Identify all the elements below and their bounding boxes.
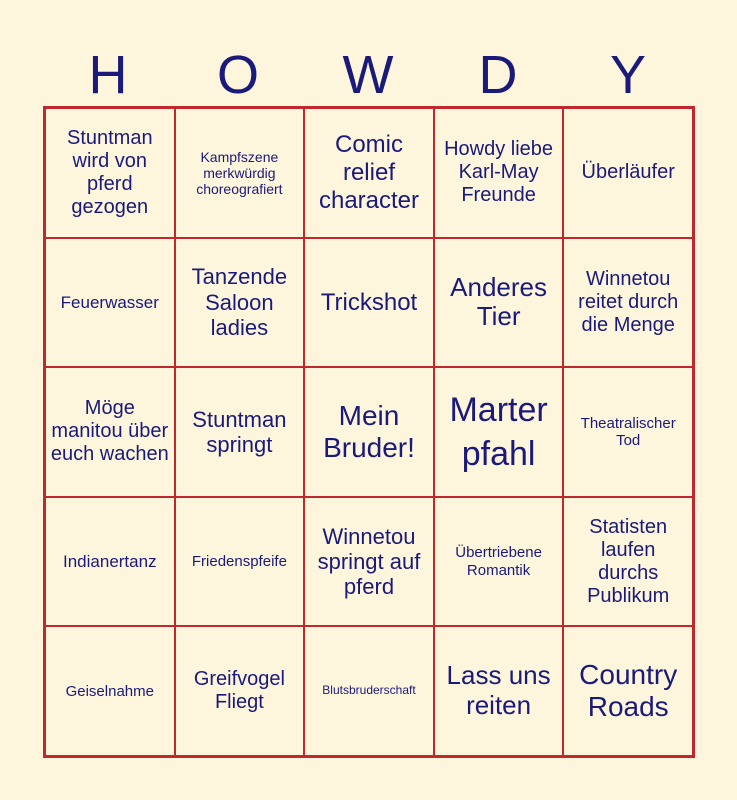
header-letter-d: D: [478, 45, 518, 105]
bingo-cell[interactable]: Marter pfahl: [434, 367, 564, 497]
bingo-cell[interactable]: Friedenspfeife: [175, 497, 305, 627]
bingo-cell[interactable]: Kampfszene merkwürdig choreografiert: [175, 108, 305, 238]
bingo-cell[interactable]: Möge manitou über euch wachen: [45, 367, 175, 497]
bingo-cell[interactable]: Indianertanz: [45, 497, 175, 627]
header-letter-y: Y: [609, 45, 647, 105]
bingo-header: [43, 44, 693, 104]
bingo-cell[interactable]: Winnetou springt auf pferd: [304, 497, 434, 627]
bingo-cell[interactable]: Theatralischer Tod: [563, 367, 693, 497]
bingo-cell[interactable]: Lass uns reiten: [434, 626, 564, 756]
bingo-board: [43, 106, 695, 758]
header-letter-o: O: [216, 45, 259, 105]
bingo-cell[interactable]: Übertriebene Romantik: [434, 497, 564, 627]
bingo-cell[interactable]: Stuntman wird von pferd gezogen: [45, 108, 175, 238]
header-letter-w: W: [342, 45, 394, 105]
bingo-cell[interactable]: Winnetou reitet durch die Menge: [563, 238, 693, 368]
bingo-cell[interactable]: Feuerwasser: [45, 238, 175, 368]
bingo-cell[interactable]: Statisten laufen durchs Publikum: [563, 497, 693, 627]
header-letter-h: H: [88, 45, 128, 105]
bingo-cell[interactable]: Stuntman springt: [175, 367, 305, 497]
bingo-cell[interactable]: Überläufer: [563, 108, 693, 238]
bingo-cell[interactable]: Tanzende Saloon ladies: [175, 238, 305, 368]
bingo-cell[interactable]: Comic relief character: [304, 108, 434, 238]
bingo-cell[interactable]: Greifvogel Fliegt: [175, 626, 305, 756]
bingo-cell[interactable]: Blutsbruderschaft: [304, 626, 434, 756]
bingo-cell[interactable]: Anderes Tier: [434, 238, 564, 368]
bingo-cell[interactable]: Country Roads: [563, 626, 693, 756]
bingo-cell[interactable]: Geiselnahme: [45, 626, 175, 756]
bingo-cell[interactable]: Howdy liebe Karl-May Freunde: [434, 108, 564, 238]
bingo-cell[interactable]: Mein Bruder!: [304, 367, 434, 497]
bingo-cell[interactable]: Trickshot: [304, 238, 434, 368]
